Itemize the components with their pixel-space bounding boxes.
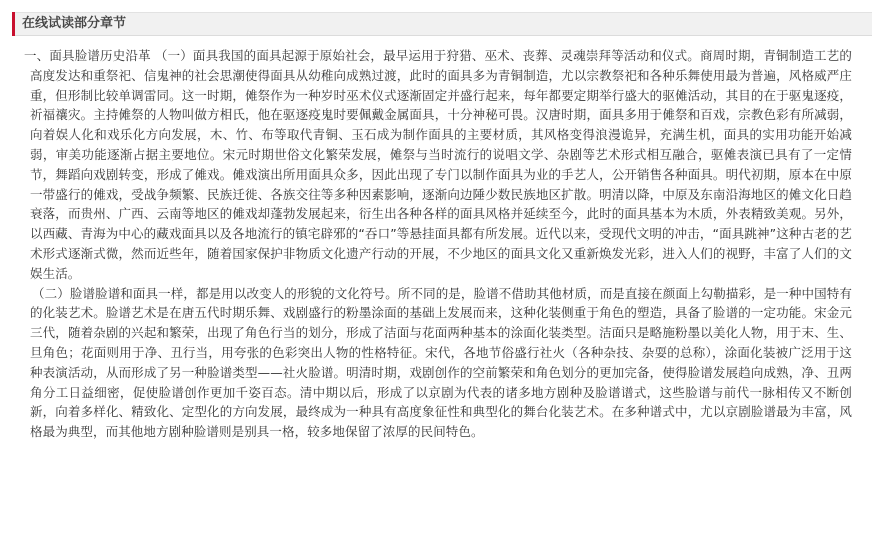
paragraph-masks: 一、面具脸谱历史沿革 （一）面具我国的面具起源于原始社会，最早运用于狩猎、巫术、丧葬、灵魂崇拜等活动和仪式。商周时期，青铜制造工艺的高度发达和重祭祀、信鬼神的社会思潮使得面具从幼稚向成熟过渡，此时的面具多为青铜制造，尤以宗教祭祀和各种乐舞使用最为普遍，风格威严庄重，但形制比较单调雷同。这一时期，傩祭作为一种岁时巫术仪式逐渐固定并盛行起来，每年都要定期举行盛大的驱傩活动，其目的在于驱鬼逐疫，祈福禳灾。主持傩祭的人物叫做方相氏，他在驱逐疫鬼时要佩戴金属面具，十分神秘可畏。汉唐时期，面具多用于傩祭和百戏，宗教色彩有所减弱，向着娱人化和戏乐化方向发展，木、竹、布等取代青铜、玉石成为制作面具的主要材质，其风格变得浪漫诡异，充满生机，面具的实用功能开始减弱，审美功能逐渐占据主要地位。宋元时期世俗文化繁荣发展，傩祭与当时流行的说唱文学、杂剧等艺术形式相互融合，驱傩表演已具有了一定情节，舞蹈向戏剧转变，形成了傩戏。傩戏演出所用面具众多，因此出现了专门以制作面具为业的手艺人，公开销售各种面具。明代初期，原本在中原一带盛行的傩戏，受战争频繁、民族迁徙、各族交往等多种因素影响，逐渐向边陲少数民族地区扩散。明清以降，中原及东南沿海地区的傩文化日趋衰落，而贵州、广西、云南等地区的傩戏却蓬勃发展起来，衍生出各种各样的面具风格并延续至今，此时的面具基本为木质，外表精致美观。另外，以西藏、青海为中心的藏戏面具以及各地流行的镇宅辟邪的“吞口”等悬挂面具都有所发展。近代以来，受现代文明的冲击，“面具跳神”这种古老的艺术形式逐渐式微，然而近些年，随着国家保护非物质文化遗产行动的开展，不少地区的面具文化又重新焕发光彩，进入人们的视野，丰富了人们的文娱生活。 — [24, 48, 852, 281]
section-header-accent-bar — [12, 12, 15, 36]
paragraph-facial-makeup: （二）脸谱脸谱和面具一样，都是用以改变人的形貌的文化符号。所不同的是，脸谱不借助其他材质，而是直接在颜面上勾勒描彩，是一种中国特有的化装艺术。脸谱艺术是在唐五代时期乐舞、戏剧盛行的粉墨涂面的基础上发展而来，这种化装侧重于角色的塑造，具备了脸谱的一定功能。宋金元三代，随着杂剧的兴起和繁荣，出现了角色行当的划分，形成了洁面与花面两种基本的涂面化装类型。洁面只是略施粉墨以美化人物，用于末、生、旦角色；花面则用于净、丑行当，用夸张的色彩突出人物的性格特征。宋代，各地节俗盛行社火（各种杂技、杂耍的总称），涂面化装被广泛用于这种表演活动，从而形成了另一种脸谱类型——社火脸谱。明清时期，戏剧创作的空前繁荣和角色划分的更加完备，使得脸谱发展趋向成熟，净、丑两角分工日益细密，促使脸谱创作更加千姿百态。清中期以后，形成了以京剧为代表的诸多地方剧种及脸谱谱式，这些脸谱与前代一脉相传又不断创新，向着多样化、精致化、定型化的方向发展，最终成为一种具有高度象征性和典型化的舞台化装艺术。在多种谱式中，尤以京剧脸谱最为丰富，风格最为典型，而其他地方剧种脸谱则是别具一格，较多地保留了浓厚的民间特色。 — [30, 285, 852, 440]
section-header — [12, 12, 872, 36]
section-title: 在线试读部分章节 — [22, 16, 127, 31]
chapter-excerpt — [24, 46, 852, 442]
